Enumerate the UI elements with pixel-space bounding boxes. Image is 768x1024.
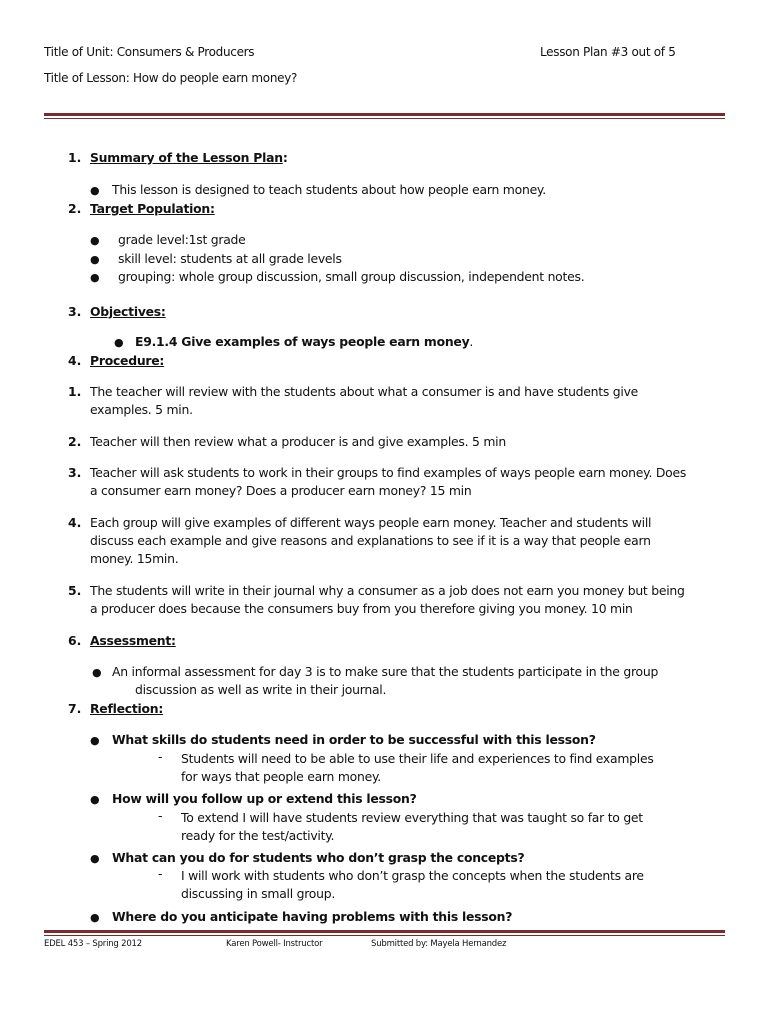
- lesson-plan-number: Lesson Plan #3 out of 5: [540, 45, 676, 59]
- step-number: 1.: [68, 384, 82, 399]
- reflection-question: Where do you anticipate having problems with this lesson?: [112, 909, 513, 924]
- section-number: 7.: [68, 701, 82, 716]
- reflection-question: What can you do for students who don’t grasp the concepts?: [112, 850, 525, 865]
- reflection-answer-line: I will work with students who don’t grasp the concepts when the students are: [181, 868, 644, 883]
- bullet-icon: ●: [114, 336, 124, 349]
- unit-title: Title of Unit: Consumers & Producers: [44, 45, 255, 59]
- step-number: 2.: [68, 434, 82, 449]
- section-number: 2.: [68, 201, 82, 216]
- section-number: 6.: [68, 633, 82, 648]
- bullet-icon: ●: [90, 234, 100, 247]
- lesson-title: Title of Lesson: How do people earn money?: [44, 71, 298, 85]
- assessment-line: An informal assessment for day 3 is to make sure that the students participate in the group: [112, 664, 659, 679]
- reflection-answer-line: ready for the test/activity.: [181, 828, 335, 843]
- header-divider: [44, 113, 725, 119]
- bullet-icon: ●: [90, 911, 100, 924]
- reflection-answer-line: for ways that people earn money.: [181, 769, 381, 784]
- target-heading: Target Population:: [90, 201, 215, 216]
- reflection-answer-line: discussing in small group.: [181, 886, 336, 901]
- dash-icon: -: [158, 808, 163, 823]
- procedure-step-line: money. 15min.: [90, 551, 179, 566]
- bullet-icon: ●: [90, 184, 100, 197]
- dash-icon: -: [158, 866, 163, 881]
- procedure-step-line: Teacher will ask students to work in their groups to find examples of ways people earn money. Does: [90, 465, 687, 480]
- summary-bullet: This lesson is designed to teach students about how people earn money.: [112, 182, 546, 197]
- footer-submitted: Submitted by: Mayela Hernandez: [371, 939, 507, 949]
- footer-course: EDEL 453 – Spring 2012: [44, 939, 142, 949]
- reflection-heading: Reflection:: [90, 701, 164, 716]
- procedure-step-line: Teacher will then review what a producer is and give examples. 5 min: [90, 434, 506, 449]
- bullet-icon: ●: [90, 734, 100, 747]
- step-number: 5.: [68, 583, 82, 598]
- dash-icon: -: [158, 749, 163, 764]
- reflection-question: How will you follow up or extend this lesson?: [112, 791, 417, 806]
- target-bullet: skill level: students at all grade levels: [118, 251, 342, 266]
- procedure-step-line: The teacher will review with the students about what a consumer is and have students give: [90, 384, 639, 399]
- section-number: 4.: [68, 353, 82, 368]
- reflection-question: What skills do students need in order to be successful with this lesson?: [112, 732, 596, 747]
- bullet-icon: ●: [92, 666, 102, 679]
- procedure-step-line: The students will write in their journal why a consumer as a job does not earn you money but being: [90, 583, 685, 598]
- step-number: 4.: [68, 515, 82, 530]
- bullet-icon: ●: [90, 271, 100, 284]
- bullet-icon: ●: [90, 793, 100, 806]
- reflection-answer-line: Students will need to be able to use their life and experiences to find examples: [181, 751, 654, 766]
- assessment-line: discussion as well as write in their journal.: [135, 682, 387, 697]
- step-number: 3.: [68, 465, 82, 480]
- reflection-answer-line: To extend I will have students review everything that was taught so far to get: [181, 810, 643, 825]
- procedure-step-line: discuss each example and give reasons and explanations to see if it is a way that people earn: [90, 533, 651, 548]
- summary-heading: Summary of the Lesson Plan:: [90, 150, 288, 165]
- bullet-icon: ●: [90, 253, 100, 266]
- section-number: 3.: [68, 304, 82, 319]
- procedure-step-line: Each group will give examples of different ways people earn money. Teacher and students will: [90, 515, 652, 530]
- procedure-step-line: examples. 5 min.: [90, 402, 193, 417]
- target-bullet: grade level:1st grade: [118, 232, 246, 247]
- procedure-step-line: a consumer earn money? Does a producer earn money? 15 min: [90, 483, 472, 498]
- target-bullet: grouping: whole group discussion, small group discussion, independent notes.: [118, 269, 585, 284]
- assessment-heading: Assessment:: [90, 633, 176, 648]
- procedure-step-line: a producer does because the consumers buy from you therefore giving you money. 10 min: [90, 601, 633, 616]
- footer-instructor: Karen Powell- Instructor: [226, 939, 323, 949]
- section-number: 1.: [68, 150, 82, 165]
- objective-bullet: E9.1.4 Give examples of ways people earn money.: [135, 334, 474, 349]
- procedure-heading: Procedure:: [90, 353, 165, 368]
- footer-divider: [44, 930, 725, 936]
- objectives-heading: Objectives:: [90, 304, 166, 319]
- bullet-icon: ●: [90, 852, 100, 865]
